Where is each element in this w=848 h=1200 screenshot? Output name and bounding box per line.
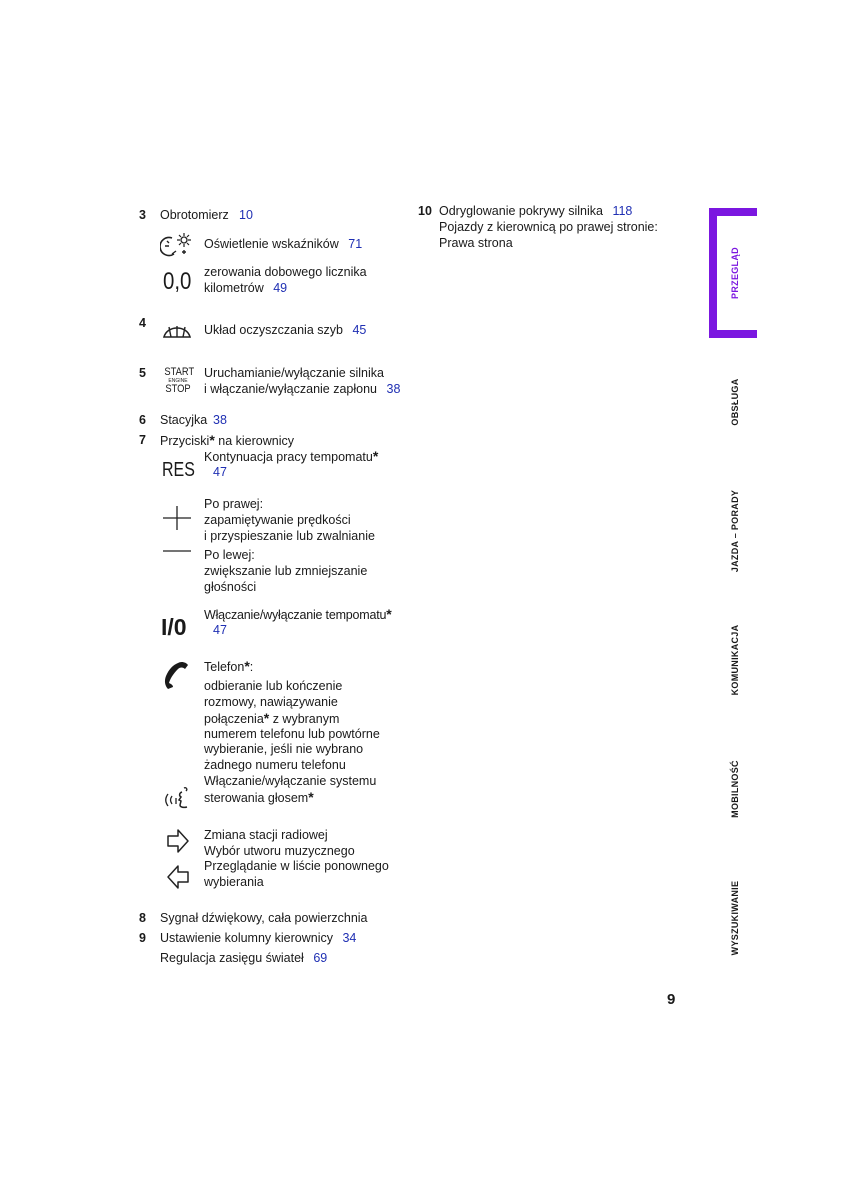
arrows-line-3: Przeglądanie w liście ponownego [204, 859, 389, 873]
item-label: Po lewej: [204, 548, 255, 562]
asterisk: * [308, 789, 314, 805]
item-label-3: i przyspieszanie lub zwalnianie [204, 529, 375, 543]
item-number: 4 [139, 316, 146, 330]
start-stop-mid: ENGINE [168, 378, 188, 384]
phone-icon [161, 660, 191, 690]
phone-line-6: żadnego numeru telefonu [204, 758, 346, 772]
tab-wyszukiwanie[interactable]: WYSZUKIWANIE [730, 880, 740, 956]
plus-icon [162, 505, 192, 531]
tab-mobilnosc[interactable]: MOBILNOŚĆ [730, 760, 740, 818]
page-link[interactable]: 38 [386, 382, 401, 396]
item-label-2: zapamiętywanie prędkości [204, 513, 351, 527]
item-label-2: kilometrów [204, 281, 264, 295]
page-link[interactable]: 47 [213, 623, 227, 637]
item-label: Regulacja zasięgu świateł [160, 951, 304, 965]
phone-line-2: rozmowy, nawiązywanie [204, 695, 338, 709]
item-label-3: Prawa strona [439, 236, 513, 250]
item-label: Włączanie/wyłączanie tempomatu [204, 608, 387, 622]
phone-line-3b: z wybranym [269, 712, 340, 726]
res-icon: RES [162, 459, 195, 481]
page-link[interactable]: 47 [213, 465, 227, 479]
phone-line-4: numerem telefonu lub powtórne [204, 727, 380, 741]
trip-reset-icon: 0,0 [163, 268, 192, 295]
item-label: Kontynuacja pracy tempomatu [204, 450, 373, 464]
page-link[interactable]: 10 [239, 208, 253, 222]
item-label: Układ oczyszczania szyb [204, 323, 343, 337]
start-stop-top: START [164, 366, 195, 378]
item-label: Telefon [204, 660, 245, 674]
voice-line-2: sterowania głosem [204, 791, 309, 805]
tab-komunikacja[interactable]: KOMUNIKACJA [730, 624, 740, 696]
arrow-right-icon [166, 828, 190, 854]
phone-line-1: odbieranie lub kończenie [204, 679, 343, 693]
item-label: Sygnał dźwiękowy, cała powierzchnia [160, 911, 368, 925]
item-label-3: głośności [204, 580, 257, 594]
phone-line-5: wybieranie, jeśli nie wybrano [204, 742, 364, 756]
colon: : [249, 660, 254, 674]
tab-przeglad[interactable]: PRZEGLĄD [730, 247, 740, 299]
asterisk: * [372, 448, 379, 464]
start-stop-bottom: STOP [165, 383, 191, 395]
phone-line-3: połączenia [204, 712, 264, 726]
item-label-after: na kierownicy [214, 434, 294, 448]
item-label: Stacyjka [160, 413, 208, 427]
arrows-line-2: Wybór utworu muzycznego [204, 844, 355, 858]
page-link[interactable]: 118 [612, 204, 633, 218]
minus-icon [162, 546, 192, 556]
page-link[interactable]: 71 [348, 237, 363, 251]
page-link[interactable]: 49 [273, 281, 288, 295]
page-link[interactable]: 45 [352, 323, 367, 337]
item-label: Obrotomierz [160, 208, 229, 222]
page-number: 9 [667, 991, 676, 1008]
instrument-lighting-icon [160, 232, 194, 260]
tab-jazda-porady[interactable]: JAZDA – PORADY [730, 489, 740, 573]
arrows-line-4: wybierania [204, 875, 264, 889]
asterisk: * [209, 432, 215, 448]
item-label: Odryglowanie pokrywy silnika [439, 204, 603, 218]
voice-line-1: Włączanie/wyłączanie systemu [204, 774, 377, 788]
tab-obsluga[interactable]: OBSŁUGA [730, 378, 740, 426]
start-stop-icon [162, 367, 194, 395]
page-link[interactable]: 34 [342, 931, 357, 945]
item-label-2: i włączanie/wyłączanie zapłonu [204, 382, 378, 396]
item-label-2: zwiększanie lub zmniejszanie [204, 564, 368, 578]
item-label: Uruchamianie/wyłączanie silnika [204, 366, 384, 380]
asterisk: * [263, 710, 270, 726]
asterisk: * [244, 658, 250, 674]
item-label: Po prawej: [204, 497, 264, 511]
item-label-2: Pojazdy z kierownicą po prawej stronie: [439, 220, 658, 234]
cruise-onoff-icon: I/0 [161, 614, 187, 640]
item-number: 8 [139, 911, 146, 925]
item-number: 10 [418, 204, 432, 218]
item-number: 6 [139, 413, 146, 427]
asterisk: * [386, 606, 392, 622]
arrow-left-icon [166, 864, 190, 890]
page-link[interactable]: 69 [313, 951, 328, 965]
item-number: 3 [139, 208, 146, 222]
wiper-icon [161, 318, 193, 342]
item-number: 9 [139, 931, 146, 945]
item-number: 5 [139, 366, 146, 380]
page-link[interactable]: 38 [213, 413, 227, 427]
arrows-line-1: Zmiana stacji radiowej [204, 828, 328, 842]
item-label: Przyciski [160, 434, 210, 448]
item-label: Ustawienie kolumny kierownicy [160, 931, 333, 945]
voice-control-icon [162, 784, 192, 812]
item-label: Oświetlenie wskaźników [204, 237, 339, 251]
item-number: 7 [139, 433, 146, 447]
item-label: zerowania dobowego licznika [204, 265, 367, 279]
